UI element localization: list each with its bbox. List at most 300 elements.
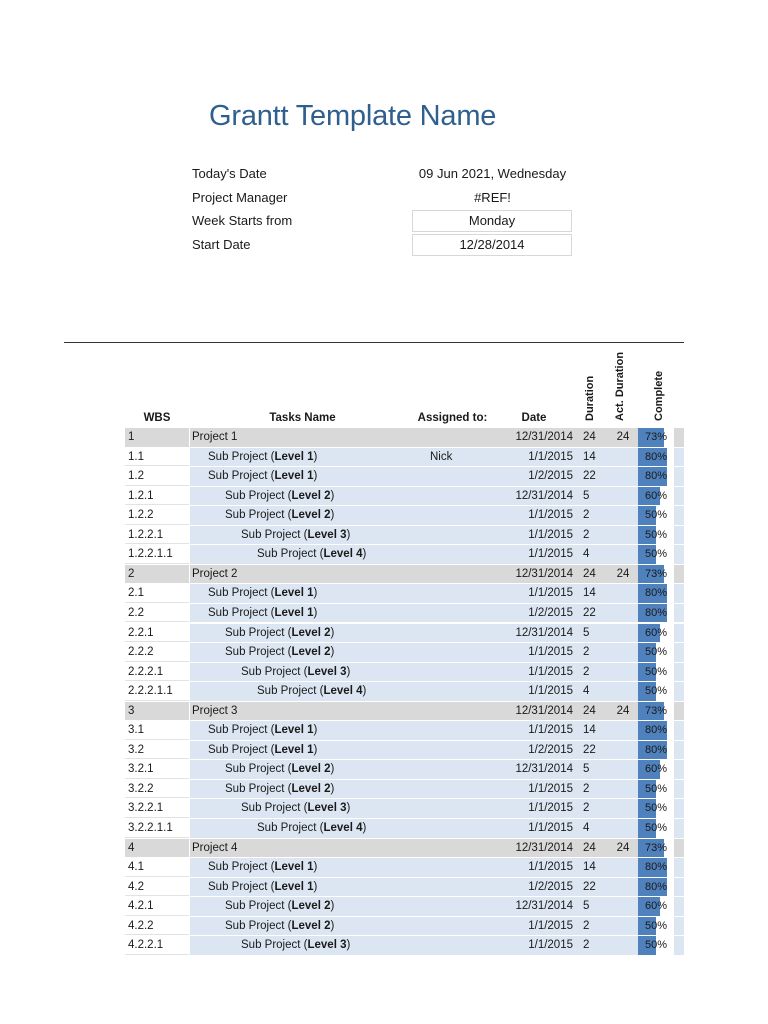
task-level: Level 3 (307, 665, 347, 678)
duration-cell: 2 (573, 799, 608, 818)
table-row[interactable] (0, 917, 768, 937)
complete-percent: 50% (644, 939, 668, 952)
assigned-cell (415, 643, 515, 662)
complete-percent: 50% (644, 509, 668, 522)
task-paren: ) (313, 861, 318, 874)
complete-percent: 80% (644, 743, 668, 756)
task-name: Sub Project ( (208, 450, 275, 463)
header-complete: Complete (653, 370, 665, 421)
duration-cell: 24 (573, 702, 608, 721)
project-manager-label: Project Manager (192, 190, 288, 205)
task-name-cell (190, 897, 415, 916)
header-wbs: WBS (143, 412, 171, 424)
task-level: Level 3 (307, 528, 347, 541)
wbs-cell: 3.2.2 (125, 780, 189, 799)
task-name: Project 1 (192, 431, 238, 443)
task-level: Level 4 (323, 822, 363, 834)
task-name: Sub Project ( (225, 763, 292, 776)
task-name: Project 4 (192, 841, 238, 854)
table-row[interactable] (0, 702, 768, 722)
table-row[interactable] (0, 819, 768, 839)
task-name-cell (190, 565, 415, 584)
wbs-cell: 1.2 (125, 467, 189, 486)
progress-bar (638, 526, 674, 545)
progress-bar (638, 467, 674, 486)
progress-bar (638, 741, 674, 760)
task-name-cell (190, 878, 415, 897)
task-level: Level 1 (274, 470, 314, 483)
progress-bar (638, 428, 674, 447)
table-row[interactable] (0, 506, 768, 526)
date-cell: 12/31/2014 (515, 487, 573, 506)
duration-cell: 22 (573, 741, 608, 760)
duration-cell: 5 (573, 897, 608, 916)
table-row[interactable] (0, 545, 768, 565)
wbs-cell: 4.2.2.1 (125, 936, 189, 955)
assigned-cell (415, 526, 515, 545)
start-date-label: Start Date (192, 237, 251, 252)
wbs-cell: 2 (125, 565, 189, 584)
complete-percent: 80% (644, 450, 668, 463)
table-row[interactable] (0, 604, 768, 624)
table-row[interactable] (0, 428, 768, 448)
duration-cell: 5 (573, 624, 608, 643)
date-cell: 1/1/2015 (515, 545, 573, 564)
task-level: Level 1 (274, 606, 314, 619)
duration-cell: 2 (573, 526, 608, 545)
date-cell: 12/31/2014 (515, 897, 573, 916)
task-name-cell (190, 448, 415, 467)
table-row[interactable] (0, 663, 768, 683)
assigned-cell (415, 565, 515, 584)
complete-percent: 50% (644, 548, 668, 561)
table-row[interactable] (0, 643, 768, 663)
duration-cell: 2 (573, 506, 608, 525)
assigned-cell (415, 760, 515, 779)
task-paren: ) (313, 587, 318, 600)
task-paren: ) (313, 470, 318, 483)
task-name-cell (190, 643, 415, 662)
act-duration-cell (608, 643, 638, 662)
act-duration-cell (608, 760, 638, 779)
date-cell: 1/2/2015 (515, 741, 573, 760)
date-cell: 12/31/2014 (515, 760, 573, 779)
task-level: Level 2 (291, 626, 331, 639)
task-paren: ) (313, 606, 318, 619)
act-duration-cell (608, 858, 638, 877)
task-name: Sub Project ( (208, 606, 275, 619)
assigned-cell (415, 545, 515, 564)
act-duration-cell (608, 741, 638, 760)
task-name: Sub Project ( (208, 743, 275, 756)
act-duration-cell (608, 917, 638, 936)
wbs-cell: 4 (125, 839, 189, 858)
act-duration-cell: 24 (608, 839, 638, 858)
task-level: Level 4 (323, 548, 363, 561)
duration-cell: 4 (573, 819, 608, 838)
date-cell: 12/31/2014 (515, 839, 573, 858)
assigned-cell (415, 506, 515, 525)
date-cell: 1/1/2015 (515, 819, 573, 838)
date-cell: 1/1/2015 (515, 682, 573, 701)
progress-bar (638, 936, 674, 955)
task-name-cell (190, 799, 415, 818)
duration-cell: 22 (573, 604, 608, 623)
act-duration-cell (608, 780, 638, 799)
act-duration-cell: 24 (608, 428, 638, 447)
table-row[interactable] (0, 467, 768, 487)
progress-bar (638, 604, 674, 623)
assigned-cell (415, 741, 515, 760)
duration-cell: 4 (573, 682, 608, 701)
task-name-cell (190, 584, 415, 603)
date-cell: 12/31/2014 (515, 624, 573, 643)
date-cell: 1/1/2015 (515, 780, 573, 799)
date-cell: 1/1/2015 (515, 663, 573, 682)
table-row[interactable] (0, 799, 768, 819)
task-level: Level 1 (274, 587, 314, 600)
progress-bar (638, 897, 674, 916)
act-duration-cell: 24 (608, 565, 638, 584)
progress-bar (638, 760, 674, 779)
duration-cell: 24 (573, 428, 608, 447)
wbs-cell: 1.2.1 (125, 487, 189, 506)
table-row[interactable] (0, 624, 768, 644)
task-name-cell (190, 526, 415, 545)
assigned-cell (415, 780, 515, 799)
complete-percent: 50% (644, 685, 668, 698)
task-paren: ) (313, 450, 318, 463)
complete-percent: 50% (644, 646, 668, 659)
task-level: Level 1 (274, 861, 314, 874)
assigned-cell (415, 467, 515, 486)
wbs-cell: 3.2 (125, 741, 189, 760)
table-row[interactable] (0, 487, 768, 507)
complete-percent: 80% (644, 880, 668, 893)
task-name: Sub Project ( (225, 509, 292, 522)
assigned-cell (415, 682, 515, 701)
task-name-cell (190, 917, 415, 936)
task-level: Level 1 (274, 724, 314, 737)
table-row[interactable] (0, 878, 768, 898)
act-duration-cell (608, 624, 638, 643)
act-duration-cell (608, 584, 638, 603)
table-row[interactable] (0, 760, 768, 780)
progress-bar (638, 917, 674, 936)
duration-cell: 22 (573, 467, 608, 486)
header-task-name: Tasks Name (269, 412, 336, 424)
assigned-cell (415, 799, 515, 818)
table-row[interactable] (0, 448, 768, 468)
act-duration-cell (608, 487, 638, 506)
progress-bar (638, 878, 674, 897)
task-name: Sub Project ( (225, 900, 292, 913)
date-cell: 1/2/2015 (515, 604, 573, 623)
table-row[interactable] (0, 858, 768, 878)
task-paren: ) (313, 880, 318, 893)
duration-cell: 2 (573, 780, 608, 799)
progress-bar (638, 624, 674, 643)
header-assigned: Assigned to: (417, 412, 488, 424)
task-name-cell (190, 858, 415, 877)
wbs-cell: 2.2.2 (125, 643, 189, 662)
task-paren: ) (330, 919, 335, 932)
assigned-cell (415, 721, 515, 740)
task-name-cell (190, 604, 415, 623)
task-name-cell (190, 506, 415, 525)
table-row[interactable] (0, 584, 768, 604)
wbs-cell: 1.2.2 (125, 506, 189, 525)
complete-percent: 73% (644, 431, 668, 443)
assigned-cell (415, 878, 515, 897)
table-row[interactable] (0, 839, 768, 859)
task-name: Sub Project ( (257, 822, 324, 834)
progress-bar (638, 780, 674, 799)
complete-percent: 80% (644, 861, 668, 874)
assigned-cell (415, 702, 515, 721)
date-cell: 1/1/2015 (515, 799, 573, 818)
task-name-cell (190, 721, 415, 740)
assigned-cell (415, 819, 515, 838)
task-level: Level 2 (291, 919, 331, 932)
task-name: Sub Project ( (225, 646, 292, 659)
task-level: Level 2 (291, 646, 331, 659)
task-name-cell (190, 819, 415, 838)
wbs-cell: 2.2.2.1 (125, 663, 189, 682)
wbs-cell: 4.2.2 (125, 917, 189, 936)
task-level: Level 1 (274, 880, 314, 893)
date-cell: 1/1/2015 (515, 643, 573, 662)
table-row[interactable] (0, 721, 768, 741)
task-name: Sub Project ( (225, 626, 292, 639)
duration-cell: 14 (573, 584, 608, 603)
complete-percent: 60% (644, 763, 668, 776)
wbs-cell: 1 (125, 428, 189, 447)
complete-percent: 80% (644, 724, 668, 737)
wbs-cell: 4.1 (125, 858, 189, 877)
assigned-cell (415, 858, 515, 877)
week-starts-label: Week Starts from (192, 213, 293, 228)
task-level: Level 2 (291, 763, 331, 776)
progress-bar (638, 819, 674, 838)
wbs-cell: 1.2.2.1 (125, 526, 189, 545)
project-manager-value: #REF! (474, 190, 511, 205)
task-level: Level 4 (323, 685, 363, 698)
progress-bar (638, 545, 674, 564)
table-row[interactable] (0, 526, 768, 546)
act-duration-cell (608, 506, 638, 525)
task-level: Level 1 (274, 743, 314, 756)
date-cell: 1/1/2015 (515, 584, 573, 603)
progress-bar (638, 721, 674, 740)
date-cell: 1/2/2015 (515, 878, 573, 897)
table-row[interactable] (0, 897, 768, 917)
table-row[interactable] (0, 780, 768, 800)
date-cell: 1/1/2015 (515, 858, 573, 877)
week-starts-field[interactable]: Monday (412, 210, 572, 232)
task-paren: ) (346, 665, 351, 678)
complete-percent: 50% (644, 919, 668, 932)
duration-cell: 2 (573, 643, 608, 662)
act-duration-cell (608, 897, 638, 916)
task-name: Sub Project ( (241, 528, 308, 541)
act-duration-cell (608, 448, 638, 467)
task-name: Sub Project ( (241, 802, 308, 815)
task-level: Level 3 (307, 939, 347, 952)
task-paren: ) (313, 743, 318, 756)
assigned-cell (415, 839, 515, 858)
duration-cell: 4 (573, 545, 608, 564)
task-paren: ) (330, 489, 335, 502)
act-duration-cell (608, 819, 638, 838)
task-name-cell (190, 936, 415, 955)
duration-cell: 14 (573, 858, 608, 877)
task-name: Sub Project ( (225, 489, 292, 502)
task-name: Project 3 (192, 704, 238, 717)
task-name-cell (190, 428, 415, 447)
section-divider (64, 342, 684, 343)
task-name: Sub Project ( (241, 939, 308, 952)
complete-percent: 60% (644, 626, 668, 639)
task-paren: ) (330, 782, 335, 795)
complete-percent: 60% (644, 489, 668, 502)
progress-bar (638, 584, 674, 603)
start-date-field[interactable]: 12/28/2014 (412, 234, 572, 256)
progress-bar (638, 448, 674, 467)
act-duration-cell (608, 878, 638, 897)
todays-date-label: Today's Date (192, 166, 267, 181)
duration-cell: 5 (573, 487, 608, 506)
act-duration-cell (608, 604, 638, 623)
assigned-cell: Nick (415, 448, 515, 467)
complete-percent: 50% (644, 822, 668, 834)
act-duration-cell (608, 526, 638, 545)
complete-percent: 50% (644, 528, 668, 541)
task-name: Sub Project ( (225, 782, 292, 795)
task-level: Level 2 (291, 900, 331, 913)
act-duration-cell (608, 663, 638, 682)
task-name: Project 2 (192, 567, 238, 580)
progress-bar (638, 565, 674, 584)
wbs-cell: 2.2.2.1.1 (125, 682, 189, 701)
task-paren: ) (362, 685, 367, 698)
date-cell: 12/31/2014 (515, 565, 573, 584)
task-name-cell (190, 839, 415, 858)
date-cell: 12/31/2014 (515, 428, 573, 447)
duration-cell: 24 (573, 565, 608, 584)
complete-percent: 80% (644, 587, 668, 600)
wbs-cell: 3 (125, 702, 189, 721)
date-cell: 1/1/2015 (515, 917, 573, 936)
task-name: Sub Project ( (208, 724, 275, 737)
task-name: Sub Project ( (241, 665, 308, 678)
assigned-cell (415, 897, 515, 916)
wbs-cell: 3.2.2.1 (125, 799, 189, 818)
assigned-cell (415, 487, 515, 506)
task-name-cell (190, 780, 415, 799)
task-paren: ) (330, 626, 335, 639)
progress-bar (638, 682, 674, 701)
assigned-cell (415, 584, 515, 603)
wbs-cell: 3.2.2.1.1 (125, 819, 189, 838)
assigned-cell (415, 624, 515, 643)
document-title: Grantt Template Name (209, 100, 497, 132)
task-name: Sub Project ( (208, 880, 275, 893)
task-paren: ) (313, 724, 318, 737)
duration-cell: 2 (573, 917, 608, 936)
task-level: Level 1 (274, 450, 314, 463)
date-cell: 1/1/2015 (515, 448, 573, 467)
wbs-cell: 3.1 (125, 721, 189, 740)
complete-percent: 80% (644, 606, 668, 619)
assigned-cell (415, 604, 515, 623)
header-act-duration: Act. Duration (614, 351, 626, 421)
header-duration: Duration (584, 375, 596, 421)
progress-bar (638, 506, 674, 525)
table-row[interactable] (0, 682, 768, 702)
act-duration-cell: 24 (608, 702, 638, 721)
date-cell: 1/1/2015 (515, 936, 573, 955)
wbs-cell: 4.2.1 (125, 897, 189, 916)
task-level: Level 2 (291, 489, 331, 502)
task-paren: ) (330, 763, 335, 776)
task-name: Sub Project ( (257, 685, 324, 698)
task-level: Level 2 (291, 782, 331, 795)
table-row[interactable] (0, 936, 768, 956)
task-name: Sub Project ( (225, 919, 292, 932)
duration-cell: 5 (573, 760, 608, 779)
assigned-cell (415, 917, 515, 936)
task-paren: ) (330, 646, 335, 659)
assigned-cell (415, 428, 515, 447)
task-name-cell (190, 682, 415, 701)
task-name-cell (190, 760, 415, 779)
task-name-cell (190, 624, 415, 643)
progress-bar (638, 839, 674, 858)
wbs-cell: 1.2.2.1.1 (125, 545, 189, 564)
table-row[interactable] (0, 565, 768, 585)
complete-percent: 50% (644, 782, 668, 795)
duration-cell: 22 (573, 878, 608, 897)
task-name: Sub Project ( (257, 548, 324, 561)
task-paren: ) (362, 822, 367, 834)
duration-cell: 24 (573, 839, 608, 858)
task-paren: ) (346, 528, 351, 541)
wbs-cell: 2.2 (125, 604, 189, 623)
duration-cell: 14 (573, 721, 608, 740)
act-duration-cell (608, 936, 638, 955)
table-row[interactable] (0, 741, 768, 761)
task-paren: ) (330, 509, 335, 522)
complete-percent: 50% (644, 665, 668, 678)
date-cell: 1/2/2015 (515, 467, 573, 486)
progress-bar (638, 663, 674, 682)
task-name-cell (190, 702, 415, 721)
act-duration-cell (608, 799, 638, 818)
act-duration-cell (608, 682, 638, 701)
task-level: Level 2 (291, 509, 331, 522)
complete-percent: 73% (644, 567, 668, 580)
task-paren: ) (346, 802, 351, 815)
task-paren: ) (346, 939, 351, 952)
task-name-cell (190, 663, 415, 682)
progress-bar (638, 702, 674, 721)
act-duration-cell (608, 467, 638, 486)
assigned-cell (415, 663, 515, 682)
task-name-cell (190, 545, 415, 564)
header-date: Date (521, 412, 547, 424)
date-cell: 12/31/2014 (515, 702, 573, 721)
